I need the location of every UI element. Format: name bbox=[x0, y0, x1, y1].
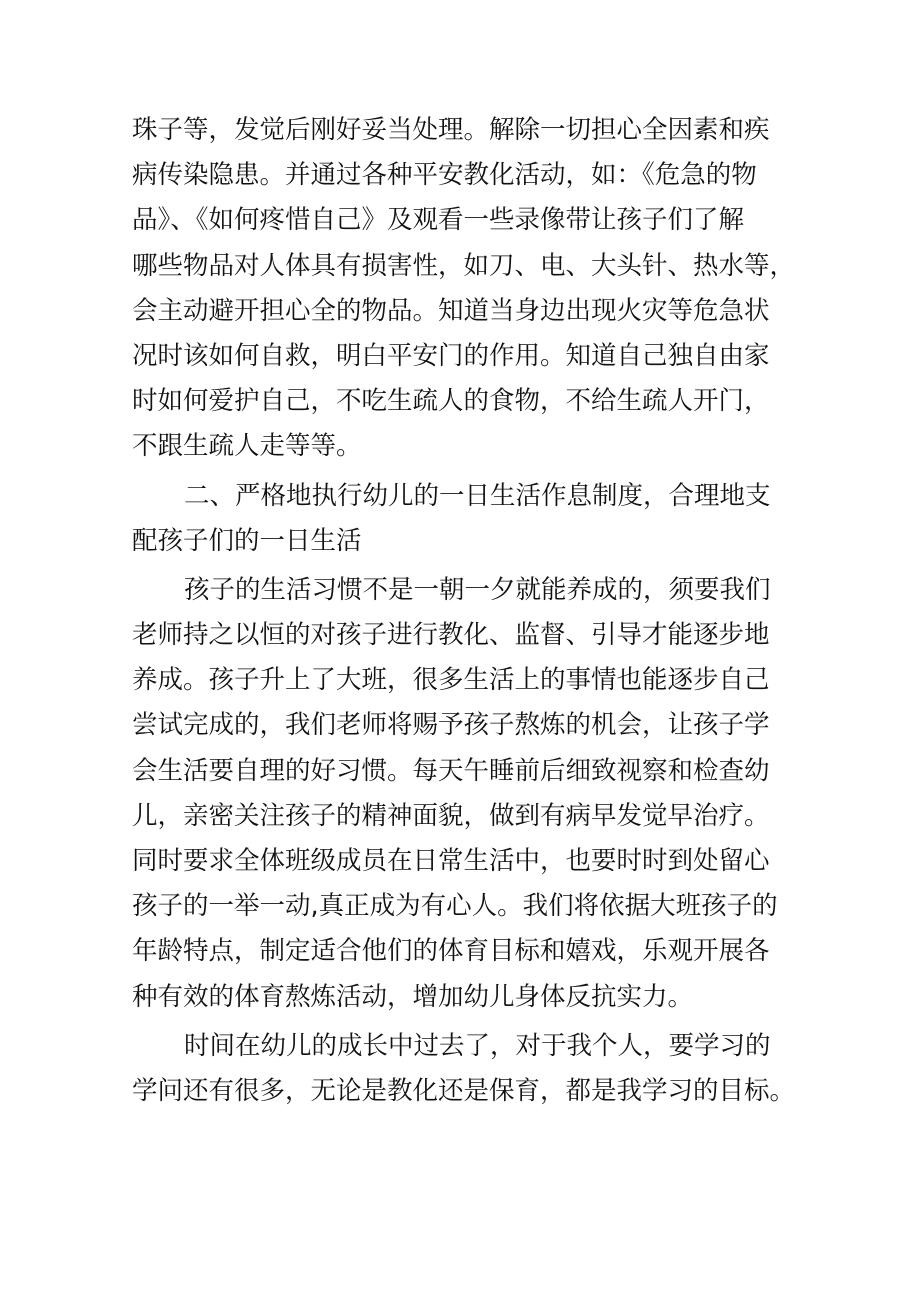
text-line: 老师持之以恒的对孩子进行教化、监督、引导才能逐步地 bbox=[132, 620, 770, 651]
document-body bbox=[132, 108, 812, 1114]
text-line: 会主动避开担心全的物品。知道当身边出现火灾等危急状 bbox=[132, 295, 770, 326]
section-heading-daily-routine bbox=[132, 474, 812, 564]
text-line: 珠子等，发觉后刚好妥当处理。解除一切担心全因素和疾 bbox=[132, 115, 770, 145]
text-line: 不跟生疏人走等等。 bbox=[132, 431, 362, 462]
text-line: 配孩子们的一日生活 bbox=[132, 525, 362, 556]
text-line: 况时该如何自救，明白平安门的作用。知道自己独自由家 bbox=[132, 340, 770, 371]
text-line: 儿，亲密关注孩子的精神面貌，做到有病早发觉早治疗。 bbox=[132, 800, 770, 831]
text-line: 同时要求全体班级成员在日常生活中，也要时时到处留心 bbox=[132, 846, 770, 876]
text-line: 时如何爱护自己，不吃生疏人的食物，不给生疏人开门， bbox=[132, 386, 770, 417]
text-line: 尝试完成的，我们老师将赐予孩子熬炼的机会，让孩子学 bbox=[132, 710, 770, 741]
text-line: 会生活要自理的好习惯。每天午睡前后细致视察和检查幼 bbox=[132, 755, 770, 786]
text-line: 孩子的一举一动,真正成为有心人。我们将依据大班孩子的 bbox=[132, 891, 778, 922]
paragraph-safety-education bbox=[132, 108, 812, 470]
text-line: 病传染隐患。并通过各种平安教化活动，如：《危急的物 bbox=[132, 160, 757, 191]
text-line: 品》、《如何疼惜自己》及观看一些录像带让孩子们了解 bbox=[132, 205, 745, 236]
text-line: 二、严格地执行幼儿的一日生活作息制度，合理地支 bbox=[184, 480, 771, 511]
text-line: 种有效的体育熬炼活动，增加幼儿身体反抗实力。 bbox=[132, 981, 694, 1012]
text-line: 养成。孩子升上了大班，很多生活上的事情也能逐步自己 bbox=[132, 665, 770, 696]
paragraph-conclusion bbox=[132, 1024, 812, 1114]
text-line: 时间在幼儿的成长中过去了，对于我个人，要学习的 bbox=[184, 1030, 771, 1061]
text-line: 学问还有很多，无论是教化还是保育，都是我学习的目标。 bbox=[132, 1075, 796, 1106]
text-line: 孩子的生活习惯不是一朝一夕就能养成的，须要我们 bbox=[184, 574, 771, 605]
text-line: 哪些物品对人体具有损害性，如刀、电、大头针、热水等， bbox=[132, 250, 796, 281]
text-line: 年龄特点，制定适合他们的体育目标和嬉戏，乐观开展各 bbox=[132, 936, 770, 967]
paragraph-living-habits bbox=[132, 568, 812, 1020]
